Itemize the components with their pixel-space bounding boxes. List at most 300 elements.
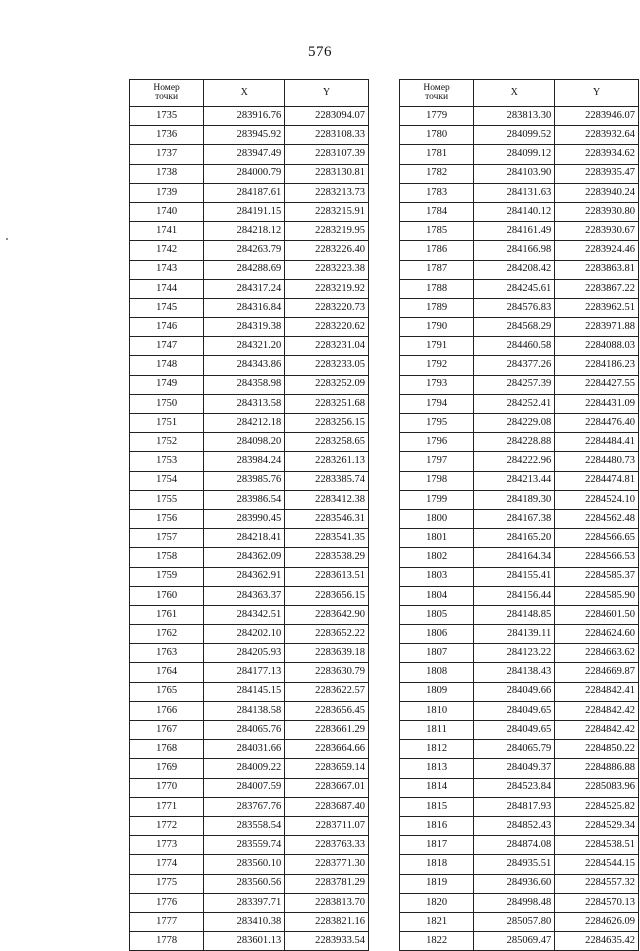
x-cell: 283813.30 xyxy=(474,107,555,126)
x-cell: 284252.41 xyxy=(474,394,555,413)
table-row xyxy=(400,509,639,528)
point-number-cell: 1757 xyxy=(130,529,204,548)
x-cell: 284164.34 xyxy=(474,548,555,567)
y-cell: 2284585.90 xyxy=(555,586,639,605)
y-cell: 2283219.95 xyxy=(285,222,369,241)
y-cell: 2284538.51 xyxy=(555,836,639,855)
table-row xyxy=(130,836,369,855)
y-cell: 2283639.18 xyxy=(285,644,369,663)
x-cell: 284049.65 xyxy=(474,701,555,720)
x-cell: 284229.08 xyxy=(474,414,555,433)
x-cell: 284377.26 xyxy=(474,356,555,375)
point-number-cell: 1783 xyxy=(400,183,474,202)
point-number-cell: 1751 xyxy=(130,414,204,433)
y-cell: 2283094.07 xyxy=(285,107,369,126)
y-cell: 2283763.33 xyxy=(285,836,369,855)
point-number-cell: 1786 xyxy=(400,241,474,260)
header-row xyxy=(130,80,369,107)
table-row xyxy=(130,759,369,778)
point-number-cell: 1780 xyxy=(400,126,474,145)
x-cell: 284460.58 xyxy=(474,337,555,356)
table-row xyxy=(130,471,369,490)
y-cell: 2284842.42 xyxy=(555,701,639,720)
y-cell: 2283130.81 xyxy=(285,164,369,183)
y-cell: 2283108.33 xyxy=(285,126,369,145)
y-cell: 2284476.40 xyxy=(555,414,639,433)
table-row xyxy=(130,394,369,413)
x-cell: 283397.71 xyxy=(204,893,285,912)
table-row xyxy=(400,126,639,145)
point-number-cell: 1815 xyxy=(400,797,474,816)
y-cell: 2284484.41 xyxy=(555,433,639,452)
table-row xyxy=(130,816,369,835)
y-cell: 2284601.50 xyxy=(555,605,639,624)
table-row xyxy=(130,509,369,528)
table-row xyxy=(130,778,369,797)
x-cell: 284936.60 xyxy=(474,874,555,893)
table-row xyxy=(130,452,369,471)
y-cell: 2283711.07 xyxy=(285,816,369,835)
y-cell: 2283935.47 xyxy=(555,164,639,183)
point-number-cell: 1744 xyxy=(130,279,204,298)
x-cell: 284202.10 xyxy=(204,625,285,644)
y-cell: 2283661.29 xyxy=(285,721,369,740)
table-row xyxy=(130,855,369,874)
x-cell: 284156.44 xyxy=(474,586,555,605)
y-cell: 2283538.29 xyxy=(285,548,369,567)
x-cell: 284099.52 xyxy=(474,126,555,145)
table-row xyxy=(400,490,639,509)
table-row xyxy=(130,279,369,298)
x-cell: 284103.90 xyxy=(474,164,555,183)
point-number-cell: 1756 xyxy=(130,509,204,528)
point-number-cell: 1764 xyxy=(130,663,204,682)
point-number-cell: 1792 xyxy=(400,356,474,375)
y-cell: 2283940.24 xyxy=(555,183,639,202)
point-number-cell: 1795 xyxy=(400,414,474,433)
point-number-cell: 1742 xyxy=(130,241,204,260)
table-header xyxy=(400,80,639,107)
y-cell: 2283642.90 xyxy=(285,605,369,624)
point-number-cell: 1760 xyxy=(130,586,204,605)
point-number-cell: 1735 xyxy=(130,107,204,126)
table-row xyxy=(130,874,369,893)
y-cell: 2283233.05 xyxy=(285,356,369,375)
x-cell: 284099.12 xyxy=(474,145,555,164)
point-number-cell: 1812 xyxy=(400,740,474,759)
table-row xyxy=(400,279,639,298)
y-cell: 2284850.22 xyxy=(555,740,639,759)
point-number-cell: 1759 xyxy=(130,567,204,586)
table-row xyxy=(400,912,639,931)
x-cell: 283990.45 xyxy=(204,509,285,528)
x-cell: 284245.61 xyxy=(474,279,555,298)
x-cell: 284189.30 xyxy=(474,490,555,509)
point-number-cell: 1821 xyxy=(400,912,474,931)
page-number: 576 xyxy=(308,44,332,60)
point-number-cell: 1762 xyxy=(130,625,204,644)
table-row xyxy=(400,222,639,241)
table-row xyxy=(400,644,639,663)
x-cell: 284358.98 xyxy=(204,375,285,394)
table-row xyxy=(400,682,639,701)
header-y: Y xyxy=(555,80,639,107)
x-cell: 284145.15 xyxy=(204,682,285,701)
point-number-cell: 1788 xyxy=(400,279,474,298)
x-cell: 284319.38 xyxy=(204,318,285,337)
point-number-cell: 1796 xyxy=(400,433,474,452)
table-row xyxy=(130,164,369,183)
table-row xyxy=(400,394,639,413)
y-cell: 2284562.48 xyxy=(555,509,639,528)
y-cell: 2283971.88 xyxy=(555,318,639,337)
x-cell: 284568.29 xyxy=(474,318,555,337)
x-cell: 284131.63 xyxy=(474,183,555,202)
table-row xyxy=(130,356,369,375)
y-cell: 2284886.88 xyxy=(555,759,639,778)
point-number-cell: 1758 xyxy=(130,548,204,567)
y-cell: 2284626.09 xyxy=(555,912,639,931)
x-cell: 284852.43 xyxy=(474,816,555,835)
table-row xyxy=(400,145,639,164)
y-cell: 2284669.87 xyxy=(555,663,639,682)
x-cell: 284065.79 xyxy=(474,740,555,759)
x-cell: 284187.61 xyxy=(204,183,285,202)
table-row xyxy=(130,625,369,644)
table-row xyxy=(400,586,639,605)
table-row xyxy=(400,452,639,471)
table-row xyxy=(400,797,639,816)
point-number-cell: 1807 xyxy=(400,644,474,663)
y-cell: 2283226.40 xyxy=(285,241,369,260)
table-row xyxy=(400,433,639,452)
x-cell: 284321.20 xyxy=(204,337,285,356)
y-cell: 2284524.10 xyxy=(555,490,639,509)
y-cell: 2283667.01 xyxy=(285,778,369,797)
table-row xyxy=(400,548,639,567)
table-row xyxy=(130,644,369,663)
y-cell: 2284635.42 xyxy=(555,932,639,951)
y-cell: 2284570.13 xyxy=(555,893,639,912)
table-row xyxy=(400,337,639,356)
x-cell: 284138.43 xyxy=(474,663,555,682)
header-row xyxy=(400,80,639,107)
point-number-cell: 1743 xyxy=(130,260,204,279)
y-cell: 2283541.35 xyxy=(285,529,369,548)
x-cell: 284208.42 xyxy=(474,260,555,279)
x-cell: 283767.76 xyxy=(204,797,285,816)
point-number-cell: 1822 xyxy=(400,932,474,951)
table-row xyxy=(400,241,639,260)
table-row xyxy=(130,433,369,452)
point-number-cell: 1745 xyxy=(130,298,204,317)
x-cell: 283916.76 xyxy=(204,107,285,126)
x-cell: 284213.44 xyxy=(474,471,555,490)
x-cell: 283945.92 xyxy=(204,126,285,145)
y-cell: 2283261.13 xyxy=(285,452,369,471)
header-point-number xyxy=(130,80,204,107)
point-number-cell: 1755 xyxy=(130,490,204,509)
point-number-cell: 1802 xyxy=(400,548,474,567)
table-header xyxy=(130,80,369,107)
y-cell: 2283946.07 xyxy=(555,107,639,126)
y-cell: 2283934.62 xyxy=(555,145,639,164)
table-row xyxy=(400,356,639,375)
x-cell: 283985.76 xyxy=(204,471,285,490)
table-row xyxy=(400,414,639,433)
y-cell: 2283385.74 xyxy=(285,471,369,490)
x-cell: 284362.09 xyxy=(204,548,285,567)
table-row xyxy=(400,721,639,740)
x-cell: 283410.38 xyxy=(204,912,285,931)
table-row xyxy=(400,260,639,279)
table-body xyxy=(400,107,639,951)
point-number-cell: 1769 xyxy=(130,759,204,778)
header-point-number xyxy=(400,80,474,107)
table-row xyxy=(400,874,639,893)
y-cell: 2283215.91 xyxy=(285,202,369,221)
header-number-line1: Номер xyxy=(423,82,450,93)
y-cell: 2283867.22 xyxy=(555,279,639,298)
table-row xyxy=(130,260,369,279)
y-cell: 2283252.09 xyxy=(285,375,369,394)
point-number-cell: 1791 xyxy=(400,337,474,356)
x-cell: 283560.10 xyxy=(204,855,285,874)
x-cell: 284138.58 xyxy=(204,701,285,720)
coordinates-table-right xyxy=(399,79,639,951)
y-cell: 2283664.66 xyxy=(285,740,369,759)
point-number-cell: 1793 xyxy=(400,375,474,394)
table-row xyxy=(400,298,639,317)
coordinates-table-left xyxy=(129,79,369,951)
table-row xyxy=(130,721,369,740)
y-cell: 2284544.15 xyxy=(555,855,639,874)
point-number-cell: 1770 xyxy=(130,778,204,797)
x-cell: 284049.66 xyxy=(474,682,555,701)
table-row xyxy=(130,797,369,816)
table-row xyxy=(130,126,369,145)
y-cell: 2283924.46 xyxy=(555,241,639,260)
y-cell: 2283821.16 xyxy=(285,912,369,931)
point-number-cell: 1803 xyxy=(400,567,474,586)
point-number-cell: 1771 xyxy=(130,797,204,816)
x-cell: 284007.59 xyxy=(204,778,285,797)
point-number-cell: 1747 xyxy=(130,337,204,356)
y-cell: 2283622.57 xyxy=(285,682,369,701)
point-number-cell: 1736 xyxy=(130,126,204,145)
header-x: X xyxy=(204,80,285,107)
y-cell: 2283771.30 xyxy=(285,855,369,874)
table-row xyxy=(130,107,369,126)
x-cell: 284031.66 xyxy=(204,740,285,759)
table-row xyxy=(130,932,369,951)
y-cell: 2283546.31 xyxy=(285,509,369,528)
table-row xyxy=(400,107,639,126)
x-cell: 284576.83 xyxy=(474,298,555,317)
x-cell: 284998.48 xyxy=(474,893,555,912)
point-number-cell: 1789 xyxy=(400,298,474,317)
table-row xyxy=(400,778,639,797)
table-row xyxy=(130,548,369,567)
point-number-cell: 1781 xyxy=(400,145,474,164)
y-cell: 2284474.81 xyxy=(555,471,639,490)
point-number-cell: 1776 xyxy=(130,893,204,912)
table-row xyxy=(130,490,369,509)
x-cell: 284523.84 xyxy=(474,778,555,797)
point-number-cell: 1739 xyxy=(130,183,204,202)
point-number-cell: 1800 xyxy=(400,509,474,528)
point-number-cell: 1767 xyxy=(130,721,204,740)
x-cell: 283560.56 xyxy=(204,874,285,893)
table-row xyxy=(130,567,369,586)
point-number-cell: 1785 xyxy=(400,222,474,241)
point-number-cell: 1818 xyxy=(400,855,474,874)
y-cell: 2283652.22 xyxy=(285,625,369,644)
x-cell: 284155.41 xyxy=(474,567,555,586)
x-cell: 284049.65 xyxy=(474,721,555,740)
x-cell: 285057.80 xyxy=(474,912,555,931)
point-number-cell: 1782 xyxy=(400,164,474,183)
x-cell: 284205.93 xyxy=(204,644,285,663)
table-row xyxy=(130,586,369,605)
x-cell: 284343.86 xyxy=(204,356,285,375)
y-cell: 2283813.70 xyxy=(285,893,369,912)
y-cell: 2283659.14 xyxy=(285,759,369,778)
y-cell: 2284842.41 xyxy=(555,682,639,701)
point-number-cell: 1749 xyxy=(130,375,204,394)
x-cell: 284161.49 xyxy=(474,222,555,241)
table-row xyxy=(400,701,639,720)
y-cell: 2283930.67 xyxy=(555,222,639,241)
table-row xyxy=(400,318,639,337)
table-row xyxy=(130,222,369,241)
x-cell: 284288.69 xyxy=(204,260,285,279)
y-cell: 2283251.68 xyxy=(285,394,369,413)
table-row xyxy=(400,625,639,644)
point-number-cell: 1748 xyxy=(130,356,204,375)
point-number-cell: 1765 xyxy=(130,682,204,701)
x-cell: 284257.39 xyxy=(474,375,555,394)
table-row xyxy=(130,529,369,548)
y-cell: 2283219.92 xyxy=(285,279,369,298)
table-row xyxy=(130,183,369,202)
point-number-cell: 1768 xyxy=(130,740,204,759)
y-cell: 2284624.60 xyxy=(555,625,639,644)
header-number-line1: Номер xyxy=(153,82,180,93)
header-x: X xyxy=(474,80,555,107)
x-cell: 284098.20 xyxy=(204,433,285,452)
x-cell: 284342.51 xyxy=(204,605,285,624)
point-number-cell: 1738 xyxy=(130,164,204,183)
y-cell: 2284842.42 xyxy=(555,721,639,740)
y-cell: 2283863.81 xyxy=(555,260,639,279)
y-cell: 2284566.53 xyxy=(555,548,639,567)
table-row xyxy=(130,701,369,720)
y-cell: 2284557.32 xyxy=(555,874,639,893)
y-cell: 2283932.64 xyxy=(555,126,639,145)
x-cell: 284139.11 xyxy=(474,625,555,644)
point-number-cell: 1779 xyxy=(400,107,474,126)
x-cell: 284218.12 xyxy=(204,222,285,241)
x-cell: 284222.96 xyxy=(474,452,555,471)
x-cell: 285069.47 xyxy=(474,932,555,951)
table-row xyxy=(400,605,639,624)
x-cell: 284166.98 xyxy=(474,241,555,260)
x-cell: 284000.79 xyxy=(204,164,285,183)
point-number-cell: 1777 xyxy=(130,912,204,931)
point-number-cell: 1819 xyxy=(400,874,474,893)
table-row xyxy=(130,337,369,356)
table-row xyxy=(400,740,639,759)
table-row xyxy=(400,855,639,874)
y-cell: 2283630.79 xyxy=(285,663,369,682)
y-cell: 2284663.62 xyxy=(555,644,639,663)
x-cell: 284191.15 xyxy=(204,202,285,221)
point-number-cell: 1810 xyxy=(400,701,474,720)
point-number-cell: 1806 xyxy=(400,625,474,644)
y-cell: 2283258.65 xyxy=(285,433,369,452)
point-number-cell: 1811 xyxy=(400,721,474,740)
y-cell: 2284427.55 xyxy=(555,375,639,394)
table-row xyxy=(130,912,369,931)
x-cell: 283986.54 xyxy=(204,490,285,509)
point-number-cell: 1814 xyxy=(400,778,474,797)
y-cell: 2283687.40 xyxy=(285,797,369,816)
table-row xyxy=(400,759,639,778)
table-row xyxy=(130,682,369,701)
y-cell: 2283107.39 xyxy=(285,145,369,164)
y-cell: 2284585.37 xyxy=(555,567,639,586)
y-cell: 2283613.51 xyxy=(285,567,369,586)
point-number-cell: 1790 xyxy=(400,318,474,337)
point-number-cell: 1816 xyxy=(400,816,474,835)
table-row xyxy=(400,836,639,855)
x-cell: 283559.74 xyxy=(204,836,285,855)
table-row xyxy=(400,202,639,221)
point-number-cell: 1817 xyxy=(400,836,474,855)
y-cell: 2283930.80 xyxy=(555,202,639,221)
x-cell: 284817.93 xyxy=(474,797,555,816)
x-cell: 284212.18 xyxy=(204,414,285,433)
point-number-cell: 1750 xyxy=(130,394,204,413)
x-cell: 284317.24 xyxy=(204,279,285,298)
x-cell: 284049.37 xyxy=(474,759,555,778)
table-row xyxy=(130,605,369,624)
x-cell: 283984.24 xyxy=(204,452,285,471)
table-row xyxy=(400,816,639,835)
x-cell: 284165.20 xyxy=(474,529,555,548)
table-row xyxy=(130,145,369,164)
point-number-cell: 1784 xyxy=(400,202,474,221)
table-row xyxy=(400,529,639,548)
point-number-cell: 1741 xyxy=(130,222,204,241)
table-row xyxy=(400,471,639,490)
point-number-cell: 1761 xyxy=(130,605,204,624)
table-body xyxy=(130,107,369,951)
point-number-cell: 1772 xyxy=(130,816,204,835)
point-number-cell: 1737 xyxy=(130,145,204,164)
table-row xyxy=(130,318,369,337)
point-number-cell: 1766 xyxy=(130,701,204,720)
y-cell: 2283223.38 xyxy=(285,260,369,279)
y-cell: 2285083.96 xyxy=(555,778,639,797)
point-number-cell: 1801 xyxy=(400,529,474,548)
y-cell: 2283933.54 xyxy=(285,932,369,951)
y-cell: 2284431.09 xyxy=(555,394,639,413)
point-number-cell: 1809 xyxy=(400,682,474,701)
x-cell: 283601.13 xyxy=(204,932,285,951)
y-cell: 2283962.51 xyxy=(555,298,639,317)
